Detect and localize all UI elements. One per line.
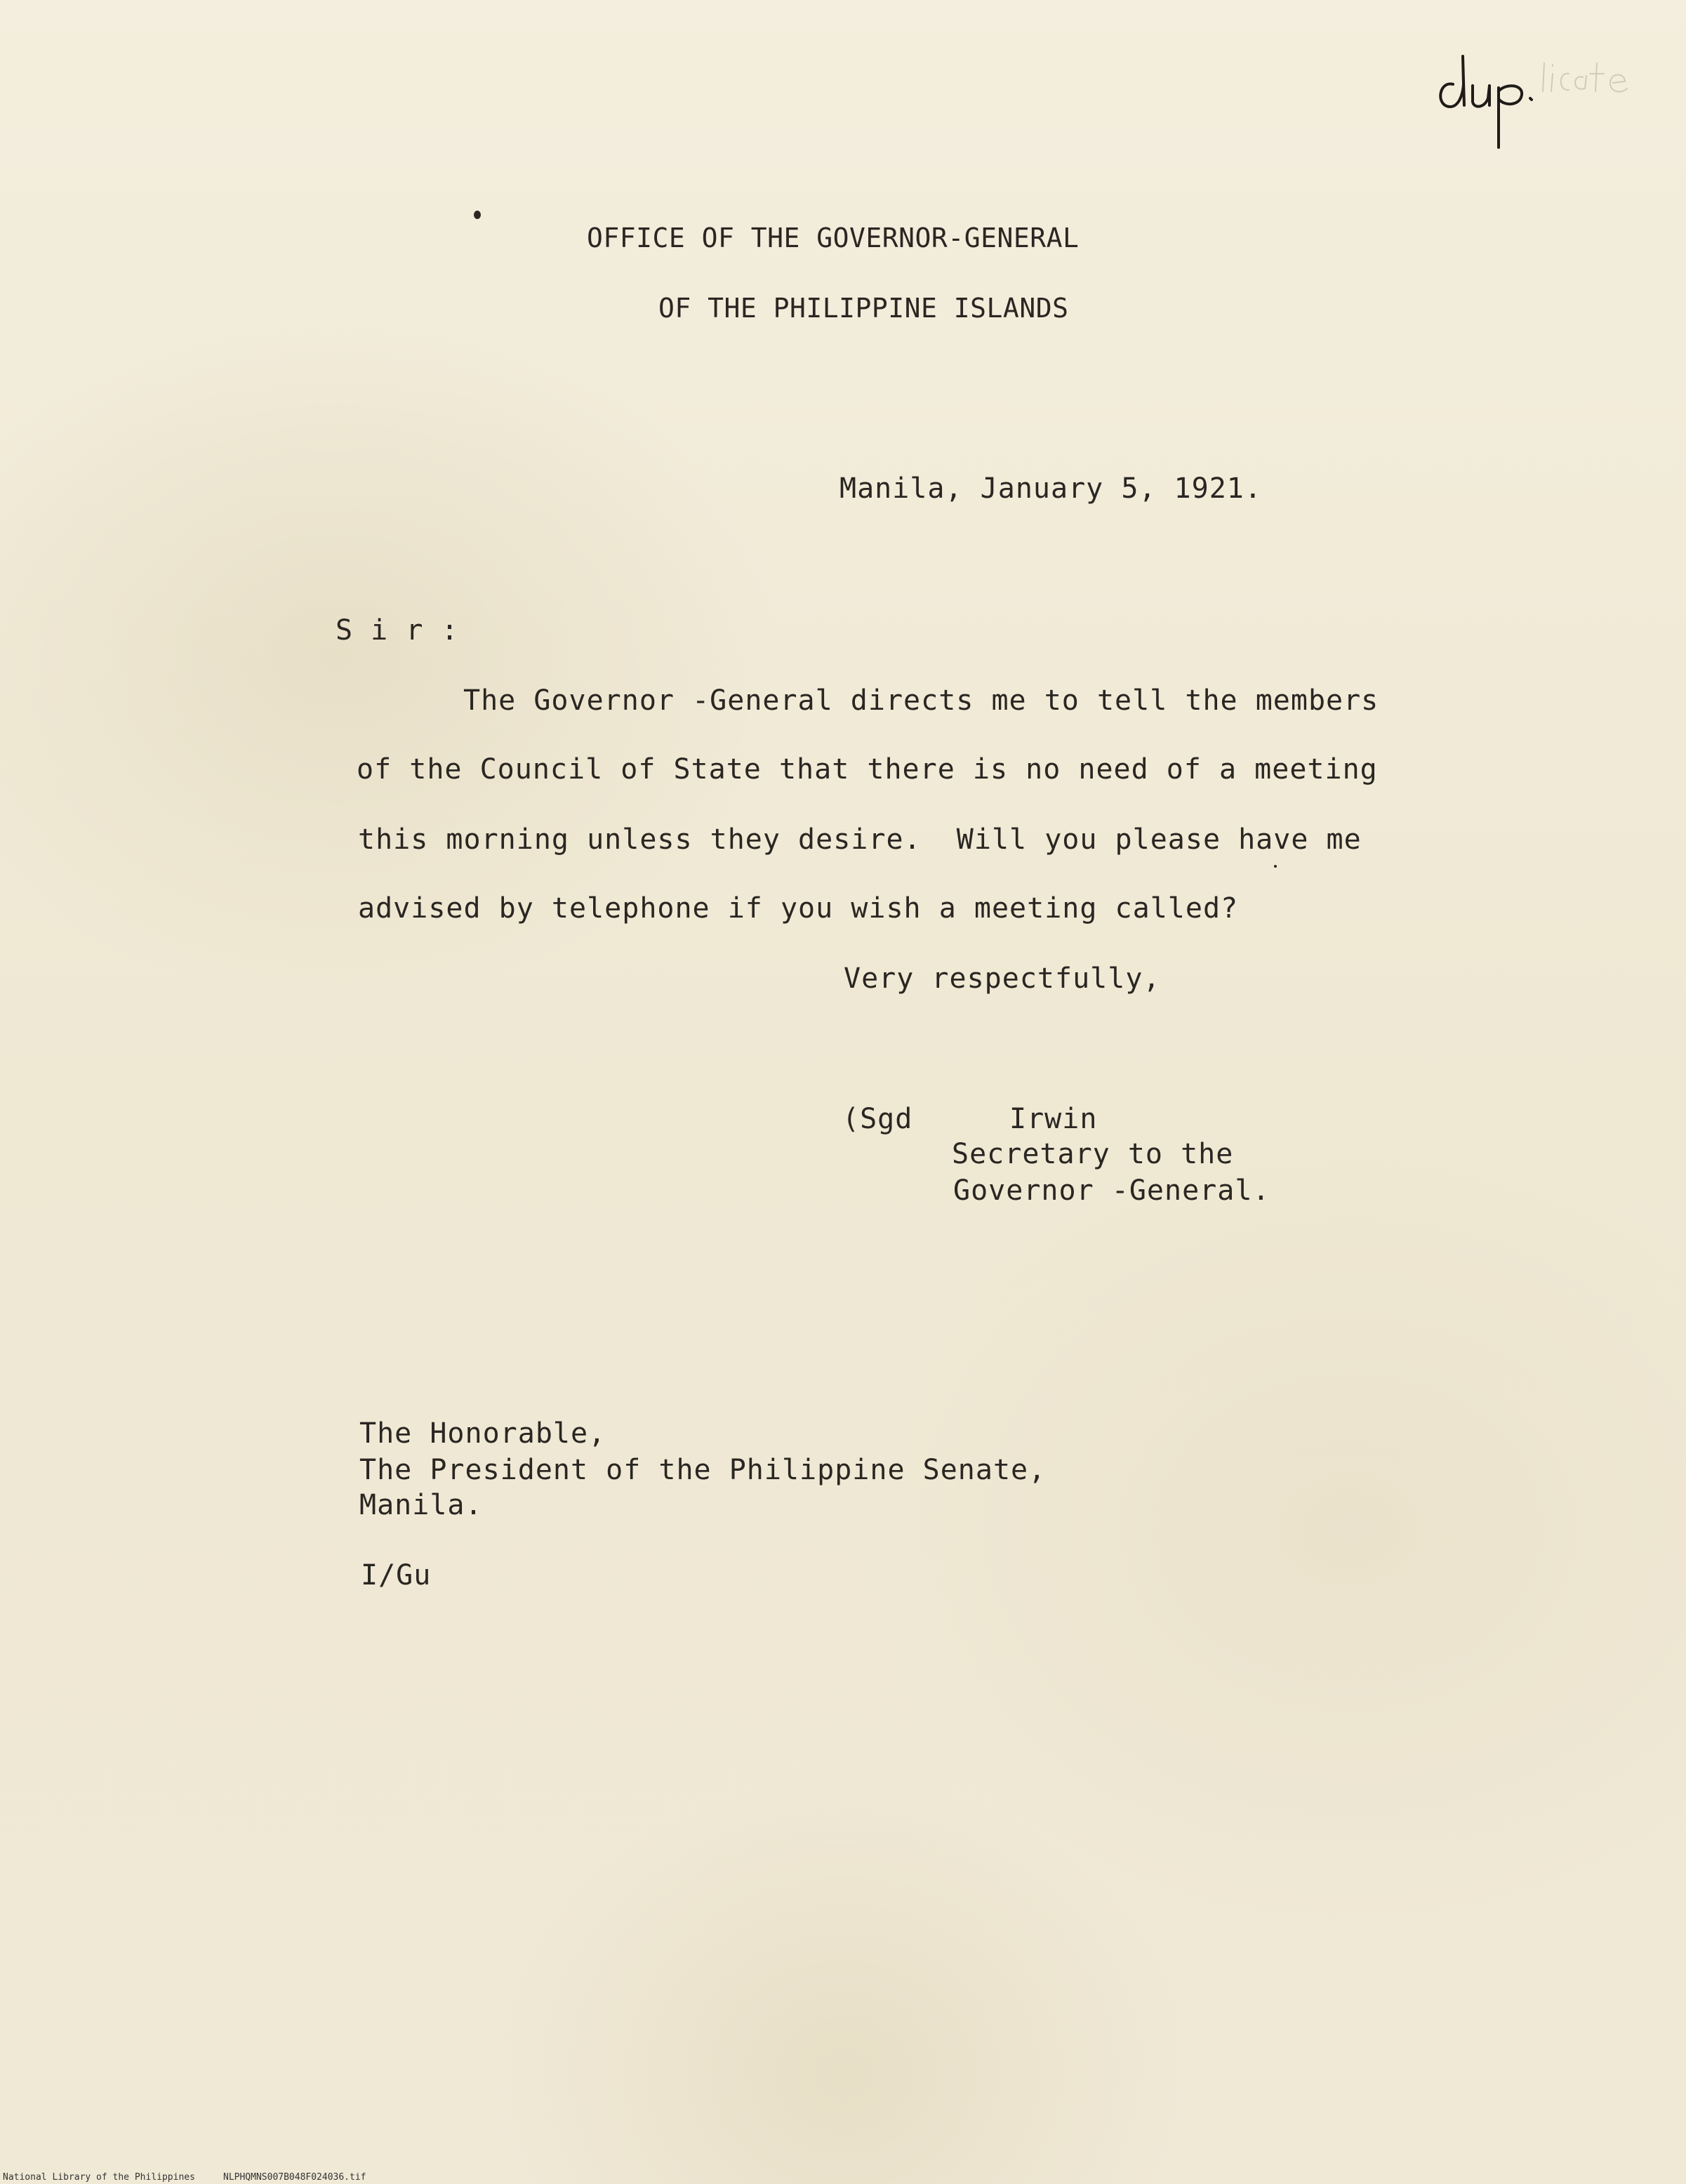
salutation: S i r : <box>336 614 459 647</box>
ink-speck <box>1274 865 1277 868</box>
dateline: Manila, January 5, 1921. <box>839 472 1262 505</box>
signature-title-1: Secretary to the <box>952 1138 1234 1170</box>
addressee-line-1: The Honorable, <box>359 1417 606 1450</box>
closing: Very respectfully, <box>844 962 1161 995</box>
body-line-4: advised by telephone if you wish a meeting called? <box>358 892 1239 925</box>
signature-title-2: Governor -General. <box>953 1174 1270 1207</box>
addressee-line-3: Manila. <box>359 1489 483 1521</box>
signature-name: Irwin <box>1009 1103 1098 1135</box>
ink-speck <box>474 211 481 219</box>
letterhead-line-1: OFFICE OF THE GOVERNOR-GENERAL <box>587 223 1080 253</box>
body-line-3: this morning unless they desire. Will you please have me <box>358 823 1362 856</box>
addressee-line-2: The President of the Philippine Senate, <box>359 1454 1047 1486</box>
footer-library: National Library of the Philippines <box>3 2172 195 2183</box>
body-line-2: of the Council of State that there is no need of a meeting <box>357 753 1378 786</box>
dup-handwriting-icon <box>1432 35 1642 154</box>
letterhead-line-2: OF THE PHILIPPINE ISLANDS <box>658 293 1069 324</box>
handwritten-annotation <box>1432 35 1642 154</box>
footer-file: NLPHQMNS007B048F024036.tif <box>223 2172 366 2183</box>
signature-sgd: (Sgd <box>842 1103 913 1135</box>
body-line-1: The Governor -General directs me to tell the members <box>463 684 1379 717</box>
reference-initials: I/Gu <box>361 1559 432 1591</box>
